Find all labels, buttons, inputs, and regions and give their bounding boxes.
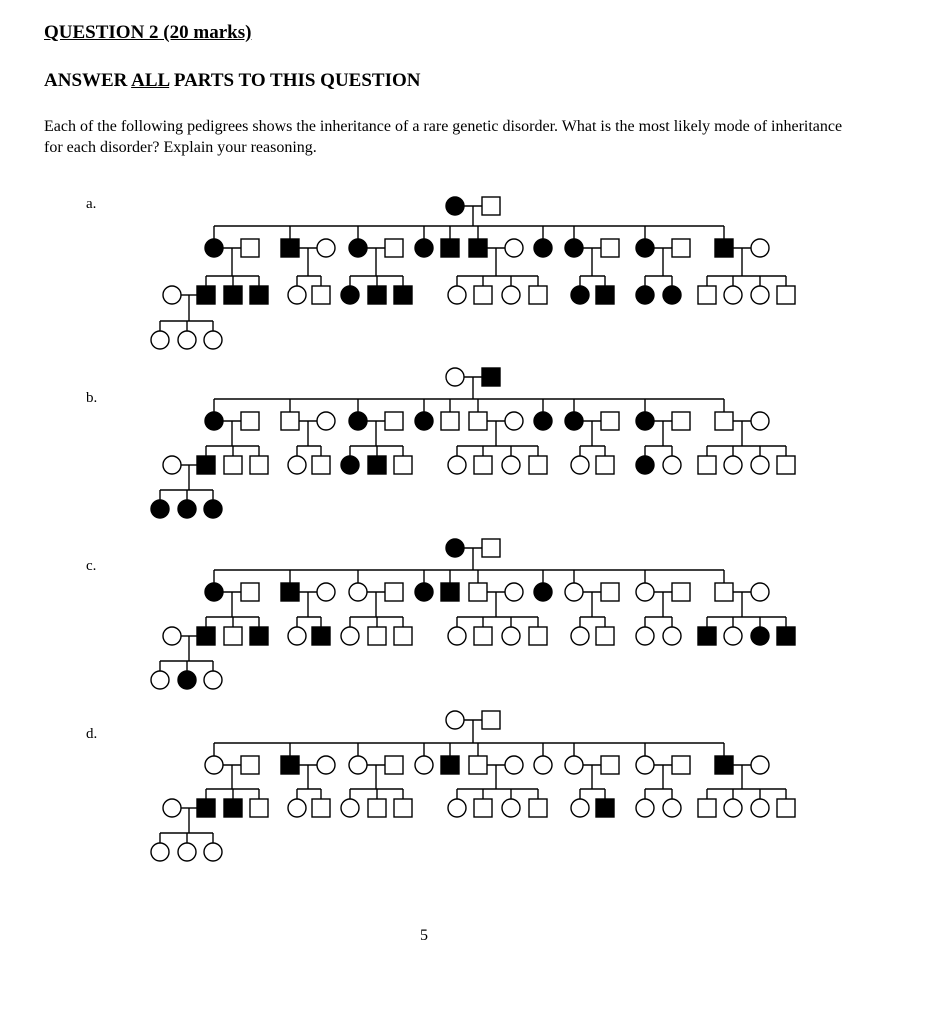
unaffected-male xyxy=(385,583,403,601)
unaffected-female xyxy=(751,239,769,257)
affected-male xyxy=(441,756,459,774)
answer-emphasis: ALL xyxy=(131,70,170,91)
unaffected-female xyxy=(534,756,552,774)
unaffected-female xyxy=(317,412,335,430)
affected-female xyxy=(415,583,433,601)
founder-mother xyxy=(446,539,464,557)
unaffected-male xyxy=(469,583,487,601)
founder-father xyxy=(482,197,500,215)
affected-male xyxy=(469,239,487,257)
affected-male xyxy=(197,799,215,817)
affected-female xyxy=(565,239,583,257)
unaffected-female xyxy=(178,843,196,861)
unaffected-female xyxy=(751,456,769,474)
affected-female xyxy=(565,412,583,430)
affected-female xyxy=(151,500,169,518)
affected-female xyxy=(178,500,196,518)
affected-male xyxy=(715,239,733,257)
unaffected-female xyxy=(636,583,654,601)
affected-male xyxy=(394,286,412,304)
unaffected-male xyxy=(672,412,690,430)
unaffected-male xyxy=(777,456,795,474)
affected-female xyxy=(663,286,681,304)
unaffected-male xyxy=(596,627,614,645)
unaffected-male xyxy=(224,627,242,645)
affected-male xyxy=(224,286,242,304)
unaffected-female xyxy=(415,756,433,774)
unaffected-male xyxy=(241,756,259,774)
unaffected-female xyxy=(751,799,769,817)
affected-male xyxy=(224,799,242,817)
unaffected-female xyxy=(724,799,742,817)
unaffected-female xyxy=(505,583,523,601)
unaffected-male xyxy=(715,412,733,430)
unaffected-male xyxy=(394,799,412,817)
unaffected-female xyxy=(204,671,222,689)
unaffected-female xyxy=(505,239,523,257)
unaffected-male xyxy=(474,456,492,474)
unaffected-male xyxy=(596,456,614,474)
unaffected-female xyxy=(502,286,520,304)
unaffected-female xyxy=(724,286,742,304)
unaffected-female xyxy=(663,799,681,817)
unaffected-female xyxy=(178,331,196,349)
affected-male xyxy=(441,583,459,601)
unaffected-male xyxy=(394,627,412,645)
question-instructions: Each of the following pedigrees shows the inheritance of a rare genetic disorder. What is the most likely mode of inheritance for each disorder? Explain your reasoning. xyxy=(44,118,843,156)
affected-female xyxy=(534,239,552,257)
affected-male xyxy=(197,627,215,645)
unaffected-female xyxy=(724,456,742,474)
affected-male xyxy=(281,756,299,774)
unaffected-male xyxy=(441,412,459,430)
unaffected-male xyxy=(777,799,795,817)
unaffected-female xyxy=(751,756,769,774)
affected-female xyxy=(178,671,196,689)
unaffected-female xyxy=(448,286,466,304)
unaffected-female xyxy=(571,799,589,817)
unaffected-male xyxy=(474,799,492,817)
affected-male xyxy=(698,627,716,645)
page-number: 5 xyxy=(420,927,428,944)
unaffected-female xyxy=(571,627,589,645)
affected-male xyxy=(281,583,299,601)
unaffected-male xyxy=(250,799,268,817)
affected-male xyxy=(596,799,614,817)
founder-mother xyxy=(446,197,464,215)
unaffected-female xyxy=(341,627,359,645)
unaffected-male xyxy=(529,456,547,474)
unaffected-male xyxy=(250,456,268,474)
affected-female xyxy=(341,286,359,304)
founder-father xyxy=(482,539,500,557)
unaffected-female xyxy=(288,799,306,817)
unaffected-male xyxy=(241,583,259,601)
unaffected-female xyxy=(636,756,654,774)
unaffected-female xyxy=(448,799,466,817)
unaffected-male xyxy=(312,456,330,474)
affected-female xyxy=(636,412,654,430)
unaffected-male xyxy=(385,412,403,430)
unaffected-female xyxy=(151,331,169,349)
unaffected-female xyxy=(751,583,769,601)
unaffected-male xyxy=(777,286,795,304)
unaffected-male xyxy=(385,239,403,257)
affected-male xyxy=(368,286,386,304)
affected-female xyxy=(349,412,367,430)
unaffected-female xyxy=(349,583,367,601)
affected-female xyxy=(534,412,552,430)
unaffected-male xyxy=(312,799,330,817)
unaffected-female xyxy=(663,627,681,645)
affected-female xyxy=(636,456,654,474)
affected-male xyxy=(197,286,215,304)
affected-male xyxy=(596,286,614,304)
unaffected-female xyxy=(751,286,769,304)
affected-female xyxy=(571,286,589,304)
unaffected-male xyxy=(601,412,619,430)
unaffected-male xyxy=(474,286,492,304)
unaffected-female xyxy=(163,456,181,474)
unaffected-male xyxy=(715,583,733,601)
unaffected-female xyxy=(163,627,181,645)
affected-female xyxy=(636,239,654,257)
unaffected-female xyxy=(163,286,181,304)
unaffected-male xyxy=(241,412,259,430)
unaffected-male xyxy=(672,239,690,257)
unaffected-male xyxy=(241,239,259,257)
answer-prefix: ANSWER xyxy=(44,70,132,91)
unaffected-female xyxy=(151,671,169,689)
affected-female xyxy=(341,456,359,474)
part-label-c: c. xyxy=(86,558,97,574)
unaffected-male xyxy=(469,756,487,774)
unaffected-male xyxy=(224,456,242,474)
affected-male xyxy=(281,239,299,257)
affected-male xyxy=(368,456,386,474)
unaffected-female xyxy=(565,583,583,601)
unaffected-female xyxy=(505,412,523,430)
affected-female xyxy=(415,239,433,257)
affected-female xyxy=(349,239,367,257)
unaffected-female xyxy=(317,756,335,774)
unaffected-female xyxy=(505,756,523,774)
unaffected-female xyxy=(502,456,520,474)
unaffected-female xyxy=(205,756,223,774)
founder-father xyxy=(482,711,500,729)
affected-male xyxy=(777,627,795,645)
unaffected-male xyxy=(672,756,690,774)
unaffected-male xyxy=(601,583,619,601)
unaffected-male xyxy=(368,627,386,645)
affected-female xyxy=(205,412,223,430)
affected-female xyxy=(204,500,222,518)
unaffected-female xyxy=(448,456,466,474)
answer-suffix: PARTS TO THIS QUESTION xyxy=(169,70,421,91)
affected-male xyxy=(312,627,330,645)
unaffected-male xyxy=(529,799,547,817)
affected-male xyxy=(250,627,268,645)
affected-male xyxy=(441,239,459,257)
founder-mother xyxy=(446,711,464,729)
affected-female xyxy=(751,627,769,645)
unaffected-female xyxy=(663,456,681,474)
unaffected-female xyxy=(636,799,654,817)
affected-female xyxy=(534,583,552,601)
unaffected-male xyxy=(698,799,716,817)
affected-male xyxy=(197,456,215,474)
unaffected-male xyxy=(394,456,412,474)
unaffected-female xyxy=(288,627,306,645)
part-label-a: a. xyxy=(86,196,97,212)
unaffected-female xyxy=(288,286,306,304)
affected-male xyxy=(715,756,733,774)
unaffected-male xyxy=(385,756,403,774)
question-title: QUESTION 2 (20 marks) xyxy=(44,22,252,43)
founder-mother xyxy=(446,368,464,386)
unaffected-male xyxy=(368,799,386,817)
unaffected-male xyxy=(698,456,716,474)
unaffected-female xyxy=(151,843,169,861)
unaffected-female xyxy=(317,583,335,601)
founder-father xyxy=(482,368,500,386)
part-label-b: b. xyxy=(86,390,98,406)
unaffected-female xyxy=(636,627,654,645)
unaffected-male xyxy=(601,756,619,774)
unaffected-female xyxy=(163,799,181,817)
unaffected-male xyxy=(474,627,492,645)
unaffected-female xyxy=(502,627,520,645)
affected-female xyxy=(205,583,223,601)
unaffected-female xyxy=(341,799,359,817)
unaffected-female xyxy=(448,627,466,645)
affected-female xyxy=(636,286,654,304)
part-label-d: d. xyxy=(86,726,98,742)
unaffected-female xyxy=(204,843,222,861)
unaffected-male xyxy=(281,412,299,430)
affected-male xyxy=(250,286,268,304)
unaffected-male xyxy=(529,286,547,304)
unaffected-male xyxy=(672,583,690,601)
unaffected-female xyxy=(571,456,589,474)
unaffected-female xyxy=(317,239,335,257)
unaffected-female xyxy=(751,412,769,430)
unaffected-female xyxy=(724,627,742,645)
unaffected-male xyxy=(312,286,330,304)
unaffected-female xyxy=(349,756,367,774)
unaffected-female xyxy=(204,331,222,349)
affected-female xyxy=(205,239,223,257)
unaffected-female xyxy=(502,799,520,817)
unaffected-male xyxy=(698,286,716,304)
affected-female xyxy=(415,412,433,430)
unaffected-female xyxy=(565,756,583,774)
unaffected-female xyxy=(288,456,306,474)
unaffected-male xyxy=(529,627,547,645)
unaffected-male xyxy=(469,412,487,430)
unaffected-male xyxy=(601,239,619,257)
